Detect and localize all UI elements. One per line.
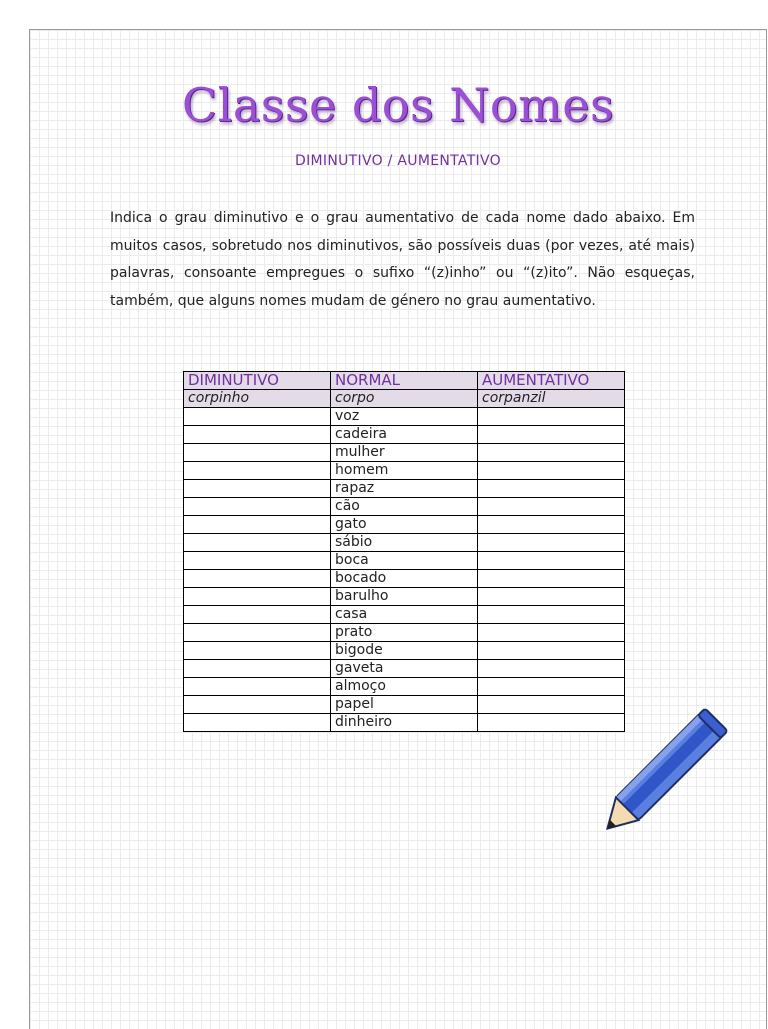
cell-normal: sábio [331, 534, 478, 552]
cell-diminutivo[interactable] [184, 624, 331, 642]
cell-diminutivo[interactable] [184, 444, 331, 462]
cell-diminutivo[interactable] [184, 588, 331, 606]
table-row [184, 552, 625, 570]
cell-diminutivo[interactable] [184, 606, 331, 624]
instructions-text: Indica o grau diminutivo e o grau aumentativo de cada nome dado abaixo. Em muitos casos, sobretudo nos diminutivos, são possíveis duas (por vezes, até mais) palavras, consoante empregues o sufixo “(z)inho” ou “(z)ito”. Não esqueças, também, que alguns nomes mudam de género no grau aumentativo. [110, 210, 695, 309]
table-row [184, 606, 625, 624]
cell-aumentativo[interactable] [478, 570, 625, 588]
cell-diminutivo[interactable] [184, 552, 331, 570]
cell-normal: voz [331, 408, 478, 426]
cell-diminutivo[interactable] [184, 462, 331, 480]
cell-diminutivo[interactable] [184, 714, 331, 732]
header-aumentativo: AUMENTATIVO [478, 372, 625, 390]
page-title: Classe dos Nomes [181, 78, 615, 132]
table-header-row [184, 372, 625, 390]
table-row [184, 570, 625, 588]
cell-diminutivo[interactable] [184, 660, 331, 678]
cell-diminutivo[interactable] [184, 516, 331, 534]
cell-normal: cão [331, 498, 478, 516]
table-row [184, 642, 625, 660]
example-diminutivo: corpinho [184, 390, 331, 408]
cell-normal: boca [331, 552, 478, 570]
cell-aumentativo[interactable] [478, 498, 625, 516]
cell-normal: mulher [331, 444, 478, 462]
cell-normal: gato [331, 516, 478, 534]
cell-aumentativo[interactable] [478, 642, 625, 660]
cell-normal: homem [331, 462, 478, 480]
cell-aumentativo[interactable] [478, 660, 625, 678]
cell-aumentativo[interactable] [478, 516, 625, 534]
table-row [184, 696, 625, 714]
cell-diminutivo[interactable] [184, 498, 331, 516]
cell-normal: gaveta [331, 660, 478, 678]
cell-diminutivo[interactable] [184, 408, 331, 426]
cell-diminutivo[interactable] [184, 570, 331, 588]
table-row [184, 660, 625, 678]
cell-aumentativo[interactable] [478, 678, 625, 696]
table-row [184, 444, 625, 462]
table-row [184, 588, 625, 606]
degree-table [183, 371, 625, 732]
cell-normal: bigode [331, 642, 478, 660]
cell-aumentativo[interactable] [478, 588, 625, 606]
example-aumentativo: corpanzil [478, 390, 625, 408]
table-row [184, 408, 625, 426]
table-row [184, 480, 625, 498]
cell-diminutivo[interactable] [184, 426, 331, 444]
table-row [184, 498, 625, 516]
worksheet-page [29, 29, 767, 1029]
cell-aumentativo[interactable] [478, 408, 625, 426]
cell-diminutivo[interactable] [184, 480, 331, 498]
cell-diminutivo[interactable] [184, 642, 331, 660]
cell-aumentativo[interactable] [478, 534, 625, 552]
cell-normal: barulho [331, 588, 478, 606]
example-row [184, 390, 625, 408]
cell-aumentativo[interactable] [478, 624, 625, 642]
header-normal: NORMAL [331, 372, 478, 390]
cell-normal: cadeira [331, 426, 478, 444]
cell-normal: bocado [331, 570, 478, 588]
cell-normal: casa [331, 606, 478, 624]
cell-aumentativo[interactable] [478, 444, 625, 462]
cell-diminutivo[interactable] [184, 534, 331, 552]
cell-normal: prato [331, 624, 478, 642]
cell-aumentativo[interactable] [478, 426, 625, 444]
cell-aumentativo[interactable] [478, 480, 625, 498]
table-row [184, 624, 625, 642]
table-row [184, 462, 625, 480]
table-row [184, 678, 625, 696]
pencil-icon [596, 705, 746, 835]
cell-aumentativo[interactable] [478, 552, 625, 570]
cell-normal: dinheiro [331, 714, 478, 732]
example-normal: corpo [331, 390, 478, 408]
table-row [184, 516, 625, 534]
header-diminutivo: DIMINUTIVO [184, 372, 331, 390]
cell-normal: papel [331, 696, 478, 714]
cell-aumentativo[interactable] [478, 606, 625, 624]
cell-normal: rapaz [331, 480, 478, 498]
table-row [184, 714, 625, 732]
table-row [184, 426, 625, 444]
cell-normal: almoço [331, 678, 478, 696]
cell-aumentativo[interactable] [478, 462, 625, 480]
cell-diminutivo[interactable] [184, 678, 331, 696]
cell-diminutivo[interactable] [184, 696, 331, 714]
table-row [184, 534, 625, 552]
page-subtitle: DIMINUTIVO / AUMENTATIVO [295, 153, 501, 169]
